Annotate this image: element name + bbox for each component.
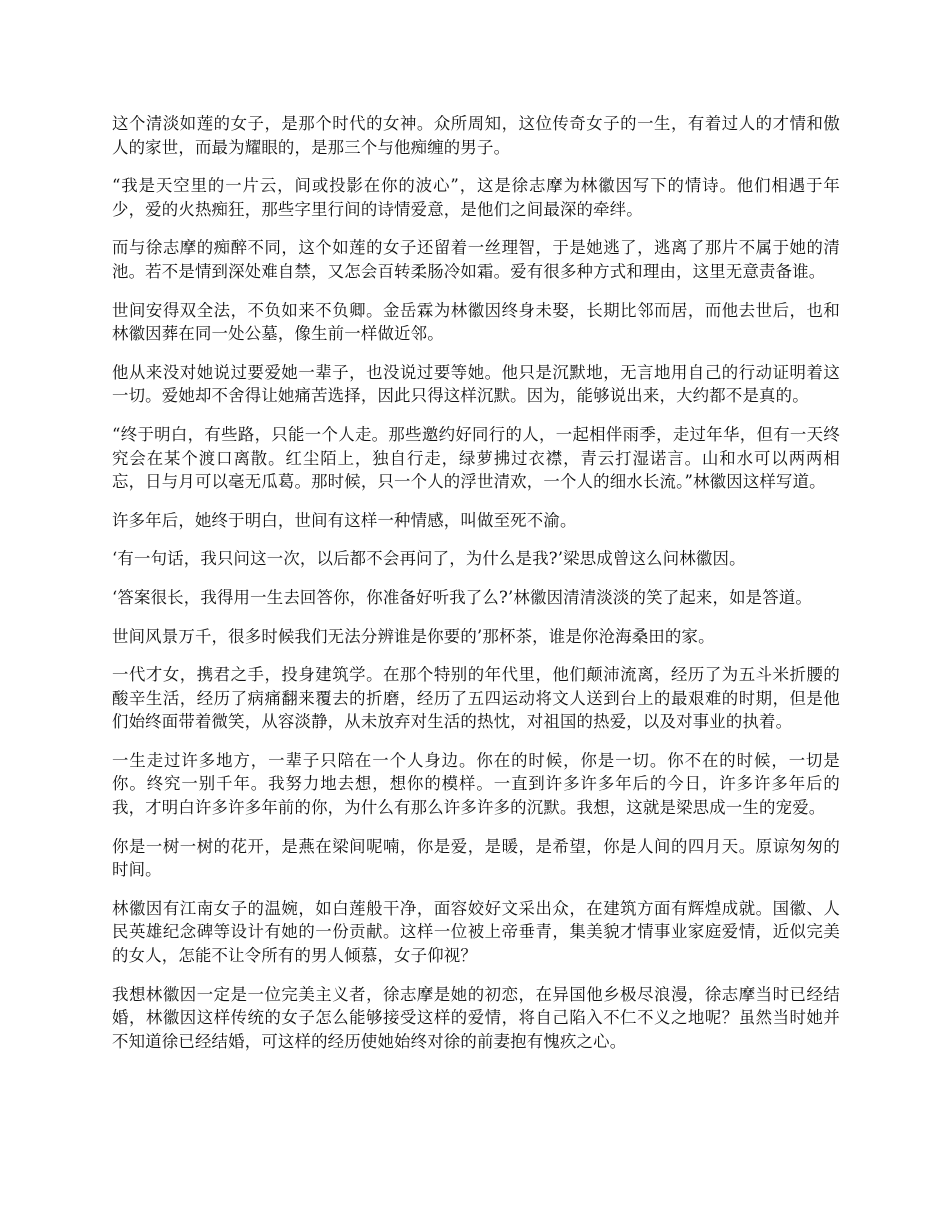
paragraph-3: 而与徐志摩的痴醉不同，这个如莲的女子还留着一丝理智，于是她逃了，逃离了那片不属于她的清池。若不是情到深处难自禁，又怎会百转柔肠冷如霜。爱有很多种方式和理由，这里无意责备谁。	[112, 238, 840, 281]
paragraph-9: ‘答案很长，我得用一生去回答你，你准备好听我了么?’林徽因清清淡淡的笑了起来，如是答道。	[112, 587, 813, 607]
paragraph-10: 世间风景万千，很多时候我们无法分辨谁是你要的’那杯茶，谁是你沧海桑田的家。	[112, 626, 715, 646]
paragraph-2: “我是天空里的一片云，间或投影在你的波心”，这是徐志摩为林徽因写下的情诗。他们相遇于年少，爱的火热痴狂，那些字里行间的诗情爱意，是他们之间最深的牵绊。	[112, 176, 840, 219]
paragraph-1: 这个清淡如莲的女子，是那个时代的女神。众所周知，这位传奇女子的一生，有着过人的才情和傲人的家世，而最为耀眼的，是那三个与他痴缠的男子。	[112, 114, 840, 157]
paragraph-5: 他从来没对她说过要爱她一辈子，也没说过要等她。他只是沉默地，无言地用自己的行动证明着这一切。爱她却不舍得让她痛苦选择，因此只得这样沉默。因为，能够说出来，大约都不是真的。	[112, 362, 840, 406]
paragraph-12: 一生走过许多地方，一辈子只陪在一个人身边。你在的时候，你是一切。你不在的时候，一切是你。终究一别千年。我努力地去想，想你的模样。一直到许多许多年后的今日，许多许多年后的我，才明白许多许多年前的你，为什么有那么许多许多的沉默。我想，这就是梁思成一生的宠爱。	[112, 750, 840, 818]
paragraph-14: 林徽因有江南女子的温婉，如白莲般干净，面容姣好文采出众，在建筑方面有辉煌成就。国徽、人民英雄纪念碑等设计有她的一份贡献。这样一位被上帝垂青，集美貌才情事业家庭爱情，近似完美的女人，怎能不让令所有的男人倾慕，女子仰视？	[112, 898, 840, 966]
paragraph-6: “终于明白，有些路，只能一个人走。那些邀约好同行的人，一起相伴雨季，走过年华，但有一天终究会在某个渡口离散。红尘陌上，独自行走，绿萝拂过衣襟，青云打湿诺言。山和水可以两两相忘，日与月可以毫无瓜葛。那时候，只一个人的浮世清欢，一个人的细水长流。”林徽因这样写道。	[112, 424, 840, 492]
paragraph-4: 世间安得双全法，不负如来不负卿。金岳霖为林徽因终身未娶，长期比邻而居，而他去世后，也和林徽因葬在同一处公墓，像生前一样做近邻。	[112, 300, 840, 344]
paragraph-11: 一代才女，携君之手，投身建筑学。在那个特别的年代里，他们颠沛流离，经历了为五斗米折腰的酸辛生活，经历了病痛翻来覆去的折磨，经历了五四运动将文人送到台上的最艰难的时期，但是他们始终面带着微笑，从容淡静，从未放弃对生活的热忱，对祖国的热爱，以及对事业的执着。	[112, 665, 840, 732]
paragraph-8: ‘有一句话，我只问这一次，以后都不会再问了，为什么是我?’梁思成曾这么问林徽因。	[112, 549, 746, 569]
paragraph-15: 我想林徽因一定是一位完美主义者，徐志摩是她的初恋，在异国他乡极尽浪漫，徐志摩当时已经结婚，林徽因这样传统的女子怎么能够接受这样的爱情，将自己陷入不仁不义之地呢？虽然当时她并不知道徐已经结婚，可这样的经历使她始终对徐的前妻抱有愧疚之心。	[112, 984, 840, 1051]
paragraph-13: 你是一树一树的花开，是燕在梁间呢喃，你是爱，是暖，是希望，你是人间的四月天。原谅匆匆的时间。	[112, 836, 840, 880]
document-page	[112, 112, 840, 1068]
paragraph-7: 许多年后，她终于明白，世间有这样一种情感，叫做至死不渝。	[112, 510, 577, 530]
